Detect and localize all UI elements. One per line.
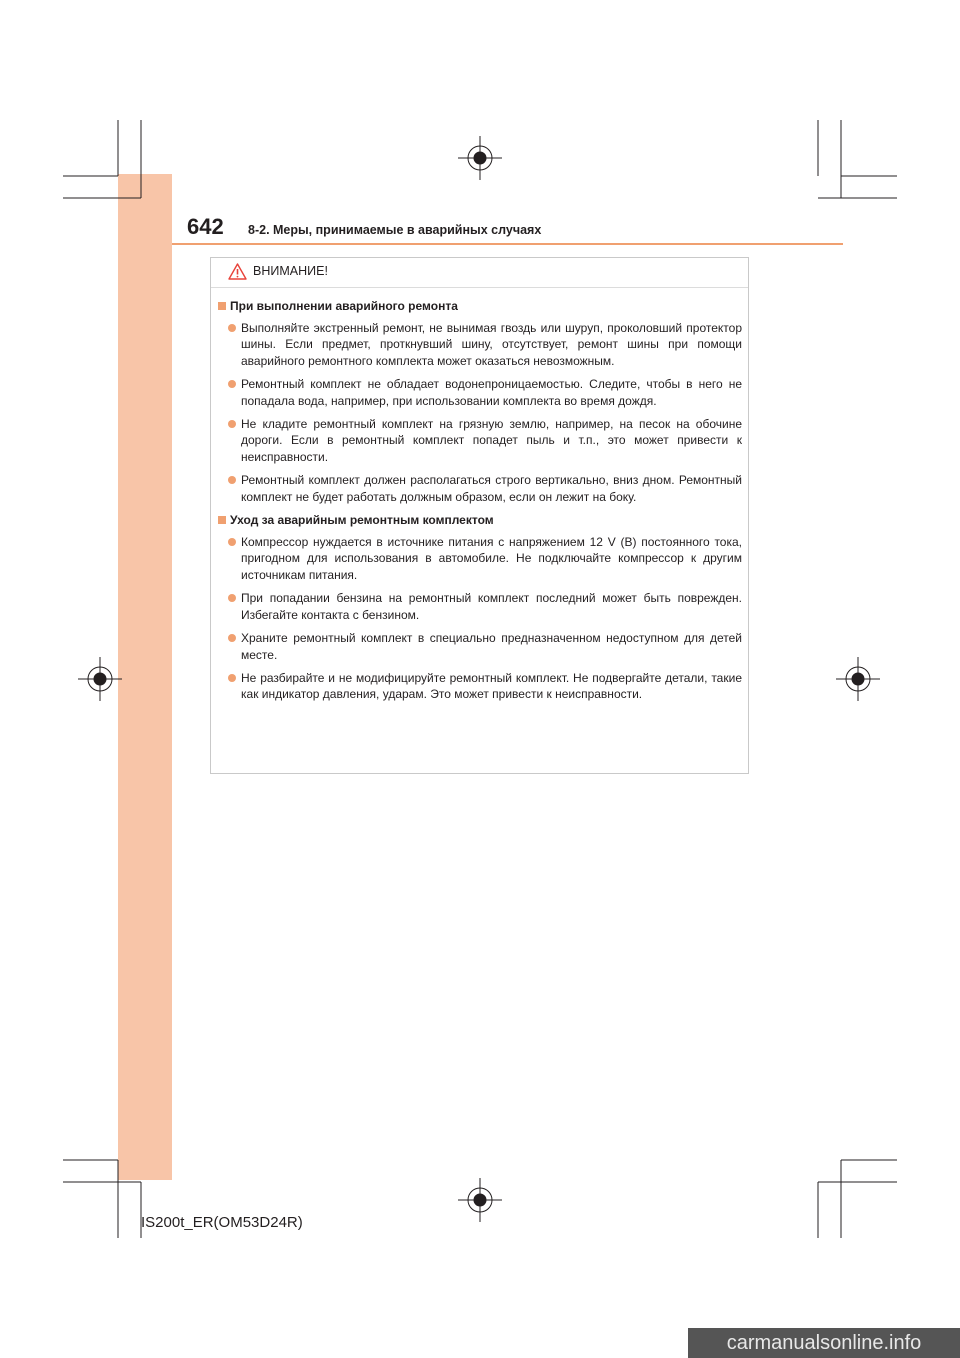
round-bullet-icon [228,476,236,484]
round-bullet-icon [228,380,236,388]
list-item-text: Ремонтный комплект должен располагаться строго вертикально, вниз дном. Ремонтный комплект не будет работать должным образом, если он лежит на боку. [241,473,742,504]
list-item [217,376,744,409]
section-title: 8-2. Меры, принимаемые в аварийных случаях [248,223,542,237]
section-heading [217,298,744,314]
registration-mark-bottom [458,1178,502,1222]
section-heading-text: Уход за аварийным ремонтным комплектом [230,513,494,528]
round-bullet-icon [228,538,236,546]
caution-content [217,298,744,710]
header-rule [172,243,843,245]
round-bullet-icon [228,594,236,602]
round-bullet-icon [228,634,236,642]
list-item-text: Храните ремонтный комплект в специально предназначенном недоступном для детей месте. [241,631,742,662]
caution-header [211,258,748,288]
watermark: carmanualsonline.info [688,1328,960,1358]
caution-title: ВНИМАНИЕ! [253,264,328,278]
section-heading-text: При выполнении аварийного ремонта [230,299,458,313]
list-item [217,630,744,663]
list-item-text: Ремонтный комплект не обладает водонепроницаемостью. Следите, чтобы в него не попадала вода, например, при использовании комплекта во время дождя. [241,377,742,408]
list-item-text: Выполняйте экстренный ремонт, не вынимая гвоздь или шуруп, проколовший протектор шины. Если предмет, проткнувший шину, отсутствует, ремонт шины при помощи аварийного ремонтного комплекта может оказаться невозможным. [241,321,742,368]
registration-mark-top [458,136,502,180]
document-code: IS200t_ER(OM53D24R) [141,1214,303,1231]
list-item-text: Не разбирайте и не модифицируйте ремонтный комплект. Не подвергайте детали, такие как индикатор давления, ударам. Это может привести к неисправности. [241,670,742,702]
page-number: 642 [187,214,224,239]
list-item-text: Компрессор нуждается в источнике питания с напряжением 12 V (В) постоянного тока, пригодном для использования в автомобиле. Не подключайте компрессор к другим источникам питания. [241,535,742,582]
list-item [217,320,744,369]
list-item-text: Не кладите ремонтный комплект на грязную землю, например, на песок на обочине дороги. Если в ремонтный комплект попадет пыль и т.п., это может привести к неисправности. [241,417,742,464]
caution-box [210,257,749,774]
list-item [217,590,744,623]
section-heading [217,512,744,528]
list-item [217,472,744,505]
round-bullet-icon [228,674,236,682]
list-item [217,416,744,465]
list-item-text: При попадании бензина на ремонтный комплект последний может быть поврежден. Избегайте контакта с бензином. [241,591,742,622]
round-bullet-icon [228,324,236,332]
list-item [217,670,744,703]
list-item [217,534,744,583]
square-bullet-icon [218,516,226,524]
square-bullet-icon [218,302,226,310]
warning-triangle-icon [228,263,247,280]
registration-mark-left [78,657,122,701]
round-bullet-icon [228,420,236,428]
registration-mark-right [836,657,880,701]
